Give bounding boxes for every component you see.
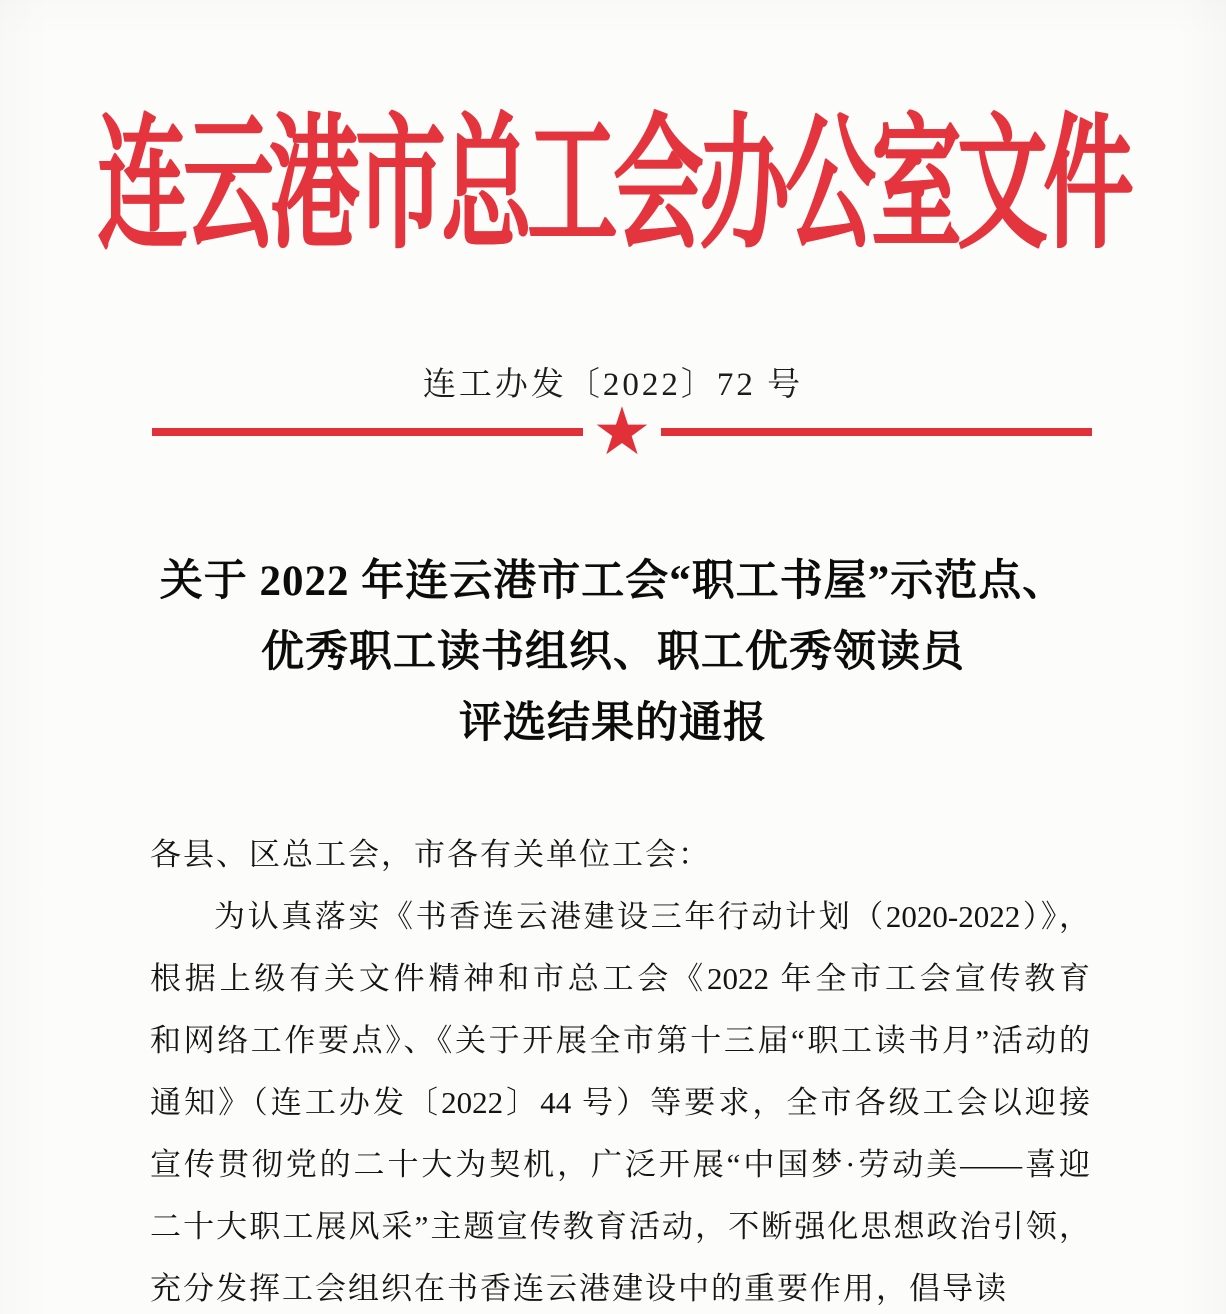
title-line-1: 关于 2022 年连云港市工会“职工书屋”示范点、 [159, 558, 1067, 605]
red-divider [152, 393, 1092, 470]
body-line-3: 和网络工作要点》、《关于开展全市第十三届“职工读书月”活动的 [150, 1023, 1090, 1058]
document-title [0, 546, 1226, 759]
divider-line-left [152, 428, 583, 436]
salutation-line: 各县、区总工会，市各有关单位工会： [150, 837, 711, 872]
body-line-4: 通知》（连工办发〔2022〕44 号）等要求，全市各级工会以迎接 [150, 1085, 1090, 1120]
title-line-3: 评选结果的通报 [459, 700, 767, 747]
document-body [150, 824, 1090, 1314]
body-line-6: 二十大职工展风采”主题宣传教育活动，不断强化思想政治引领， [150, 1209, 1090, 1244]
body-line-5: 宣传贯彻党的二十大为契机，广泛开展“中国梦·劳动美——喜迎 [150, 1147, 1090, 1182]
body-line-2: 根据上级有关文件精神和市总工会《2022 年全市工会宣传教育 [150, 961, 1090, 996]
red-header-title: 连云港市总工会办公室文件 [97, 106, 1129, 267]
body-line-7: 充分发挥工会组织在书香连云港建设中的重要作用，倡导读 [150, 1271, 1008, 1306]
body-line-1: 为认真落实《书香连云港建设三年行动计划（2020-2022）》， [214, 899, 1090, 934]
document-number: 连工办发〔2022〕72 号 [422, 367, 804, 403]
star-icon: ★ [592, 393, 652, 470]
divider-line-right [661, 428, 1092, 436]
title-line-2: 优秀职工读书组织、职工优秀领读员 [261, 629, 965, 676]
